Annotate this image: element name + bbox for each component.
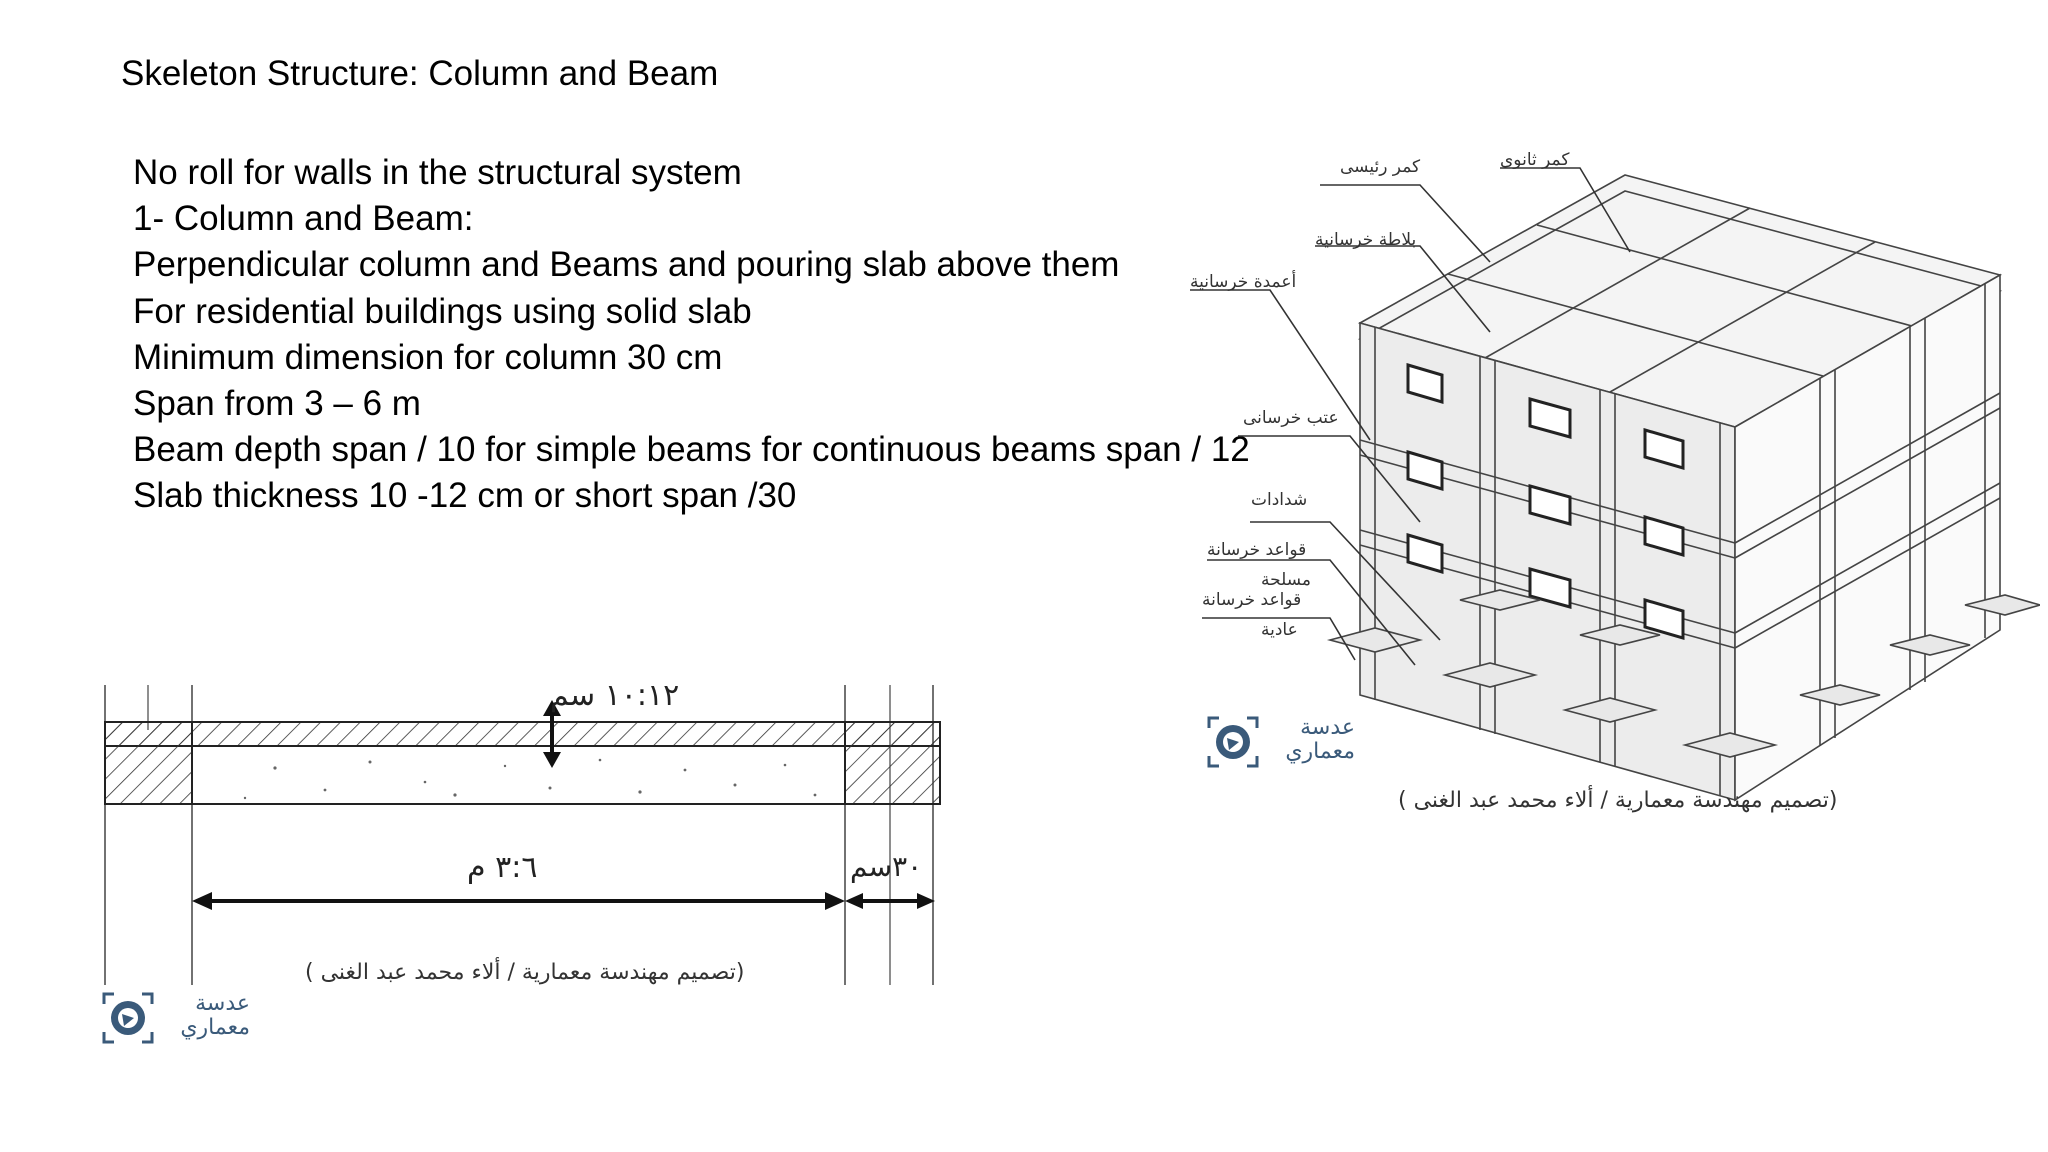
- ties-label: شدادات: [1251, 490, 1308, 510]
- concrete-slab-label: بلاطة خرسانية: [1315, 230, 1417, 250]
- body-line: Slab thickness 10 -12 cm or short span /30: [133, 476, 797, 516]
- logo-text-line2: معماري: [180, 1015, 250, 1040]
- body-line: 1- Column and Beam:: [133, 199, 474, 239]
- column-width-label: ٣٠سم: [850, 850, 923, 883]
- main-beam-label: كمر رئيسى: [1340, 157, 1421, 177]
- camera-lens-logo-icon: [1205, 714, 1261, 770]
- body-line: For residential buildings using solid slab: [133, 291, 752, 331]
- body-line: Beam depth span / 10 for simple beams for continuous beams span / 12: [133, 430, 1250, 470]
- camera-lens-logo-icon: [100, 990, 156, 1046]
- slab-depth-label: ١٠:١٢ سم: [550, 678, 680, 713]
- body-line: No roll for walls in the structural system: [133, 153, 742, 192]
- body-line: Minimum dimension for column 30 cm: [133, 337, 723, 377]
- logo-text-line2: معماري: [1285, 739, 1355, 764]
- body-text: [133, 150, 1250, 520]
- span-label: ٣:٦ م: [467, 850, 538, 885]
- plain-footings-label: قواعد خرسانة: [1202, 590, 1302, 610]
- body-line: Perpendicular column and Beams and pouring slab above them: [133, 245, 1120, 285]
- logo: [100, 988, 260, 1048]
- rc-footings-label: قواعد خرسانة: [1207, 540, 1307, 560]
- slide-title: Skeleton Structure: Column and Beam: [121, 54, 719, 93]
- building-credit: (تصميم مهندسة معمارية / ألاء محمد عبد الغنى ): [1398, 788, 1838, 813]
- rc-footings-label-line2: مسلحة: [1261, 570, 1311, 590]
- slab-credit: (تصميم مهندسة معمارية / ألاء محمد عبد الغنى ): [305, 960, 745, 985]
- logo: [1205, 712, 1365, 772]
- slab-section-drawing: [95, 670, 955, 1080]
- plain-footings-label-line2: عادية: [1261, 620, 1298, 640]
- logo-text-line1: عدسة: [195, 991, 250, 1016]
- concrete-columns-label: أعمدة خرسانية: [1190, 272, 1297, 292]
- secondary-beam-label: كمر ثانوى: [1500, 150, 1570, 170]
- building-skeleton-drawing: [1180, 140, 2040, 840]
- logo-text-line1: عدسة: [1300, 715, 1355, 740]
- concrete-lintel-label: عتب خرسانى: [1243, 408, 1339, 428]
- body-line: Span from 3 – 6 m: [133, 383, 421, 423]
